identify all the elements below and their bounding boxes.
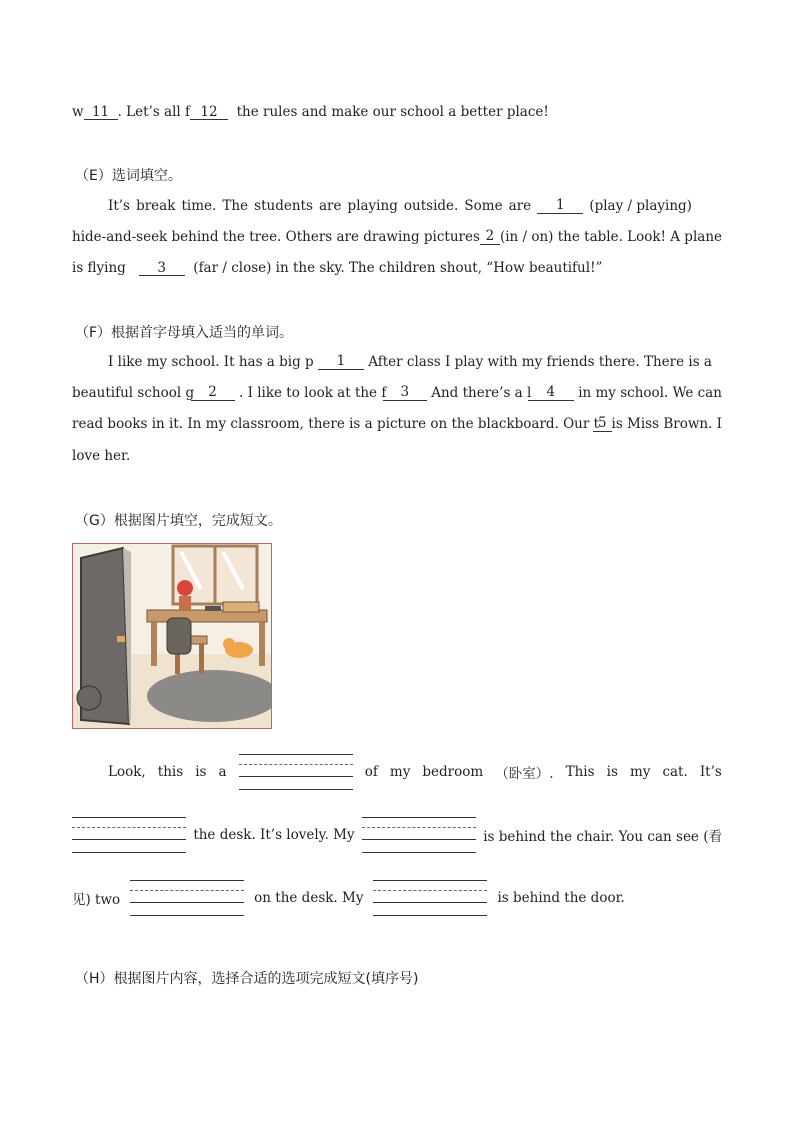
writing-blank-2[interactable] <box>72 815 186 855</box>
section-e-header: （E）选词填空。 <box>75 168 182 184</box>
section-g-row-1: Look, this is a of my bedroom （卧室）. This is my cat. It’s <box>108 752 722 792</box>
blank-f2[interactable]: 2 <box>191 385 235 401</box>
section-f-line-3: read books in it. In my classroom, there is a picture on the blackboard. Our t 5 is Miss Brown. I <box>72 415 722 432</box>
section-f-line-2: beautiful school g 2 . I like to look at the f 3 And there’s a l 4 in my school. We can <box>72 384 722 401</box>
section-f-header: （F）根据首字母填入适当的单词。 <box>75 325 294 341</box>
blank-11[interactable]: 11 <box>84 105 118 120</box>
bedroom-illustration <box>73 544 271 728</box>
section-e-line-1: It’s break time. The students are playing outside. Some are 1 (play / playing) <box>108 197 692 214</box>
section-e-line-3: is flying 3 (far / close) in the sky. The children shout, “How beautiful!” <box>72 260 603 276</box>
blank-e1[interactable]: 1 <box>537 198 583 214</box>
section-g-header: （G）根据图片填空，完成短文。 <box>75 513 282 529</box>
section-g-row-3: 见) two on the desk. My is behind the door. <box>72 878 625 918</box>
blank-e2[interactable]: 2 <box>480 229 500 245</box>
writing-blank-1[interactable] <box>239 752 353 792</box>
writing-blank-3[interactable] <box>362 815 476 855</box>
section-e-line-2: hide-and-seek behind the tree. Others are drawing pictures 2 (in / on) the table. Look! A plane <box>72 228 722 245</box>
writing-blank-5[interactable] <box>373 878 487 918</box>
section-f-line-1: I like my school. It has a big p 1 After class I play with my friends there. There is a <box>108 353 712 370</box>
blank-f4[interactable]: 4 <box>528 385 574 401</box>
blank-f3[interactable]: 3 <box>383 385 427 401</box>
section-f-line-4: love her. <box>72 448 131 464</box>
blank-f1[interactable]: 1 <box>318 354 364 370</box>
blank-12[interactable]: 12 <box>190 105 228 120</box>
blank-e3[interactable]: 3 <box>139 261 185 276</box>
section-g-row-2: the desk. It’s lovely. My is behind the chair. You can see (看 <box>72 815 722 855</box>
section-h-header: （H）根据图片内容，选择合适的选项完成短文(填序号) <box>75 971 419 987</box>
bedroom-picture <box>72 543 272 729</box>
top-line: w 11 . Let’s all f 12 the rules and make our school a better place! <box>72 104 549 120</box>
blank-f5[interactable]: 5 <box>593 416 611 432</box>
writing-blank-4[interactable] <box>130 878 244 918</box>
